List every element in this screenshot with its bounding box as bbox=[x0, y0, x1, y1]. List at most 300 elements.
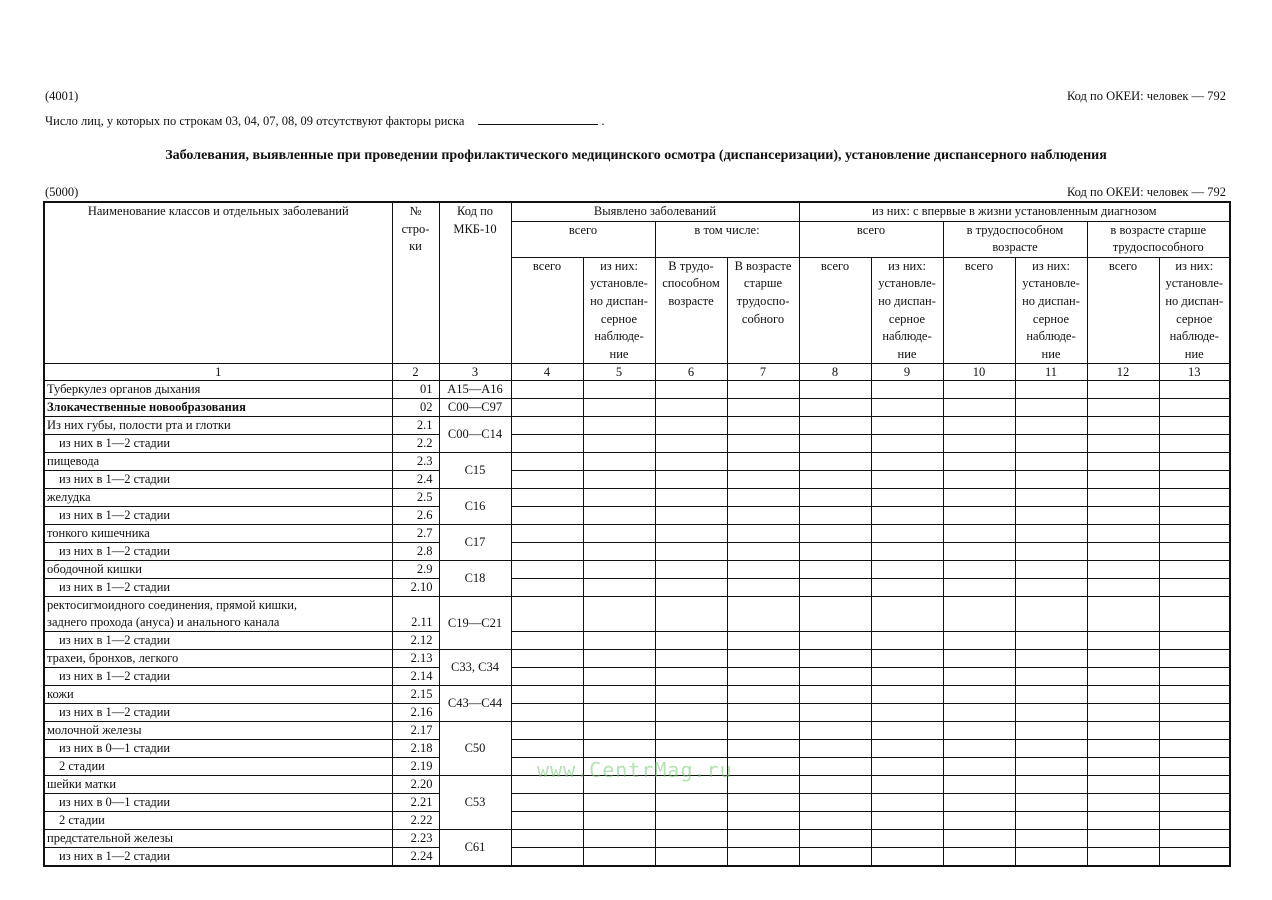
data-cell-col-6[interactable] bbox=[655, 543, 727, 561]
data-cell-col-13[interactable] bbox=[1159, 561, 1230, 579]
data-cell-col-5[interactable] bbox=[583, 650, 655, 668]
data-cell-col-7[interactable] bbox=[727, 632, 799, 650]
data-cell-col-11[interactable] bbox=[1015, 632, 1087, 650]
data-cell-col-5[interactable] bbox=[583, 507, 655, 525]
data-cell-col-13[interactable] bbox=[1159, 740, 1230, 758]
data-cell-col-5[interactable] bbox=[583, 704, 655, 722]
data-cell-col-11[interactable] bbox=[1015, 471, 1087, 489]
data-cell-col-5[interactable] bbox=[583, 561, 655, 579]
data-cell-col-13[interactable] bbox=[1159, 830, 1230, 848]
row-number: 2.16 bbox=[392, 704, 439, 722]
data-cell-col-5[interactable] bbox=[583, 417, 655, 435]
data-cell-col-5[interactable] bbox=[583, 830, 655, 848]
data-cell-col-12[interactable] bbox=[1087, 561, 1159, 579]
data-cell-col-10[interactable] bbox=[943, 668, 1015, 686]
data-cell-col-5[interactable] bbox=[583, 668, 655, 686]
data-cell-col-4[interactable] bbox=[511, 668, 583, 686]
data-cell-col-4[interactable] bbox=[511, 830, 583, 848]
data-cell-col-5[interactable] bbox=[583, 471, 655, 489]
risk-factors-blank[interactable] bbox=[478, 112, 598, 125]
data-cell-col-7[interactable] bbox=[727, 381, 799, 399]
data-cell-col-10[interactable] bbox=[943, 758, 1015, 776]
data-cell-col-7[interactable] bbox=[727, 830, 799, 848]
data-cell-col-10[interactable] bbox=[943, 543, 1015, 561]
data-cell-col-7[interactable] bbox=[727, 758, 799, 776]
data-cell-col-13[interactable] bbox=[1159, 597, 1230, 632]
data-cell-col-13[interactable] bbox=[1159, 399, 1230, 417]
data-cell-col-12[interactable] bbox=[1087, 722, 1159, 740]
data-cell-col-8[interactable] bbox=[799, 381, 871, 399]
data-cell-col-13[interactable] bbox=[1159, 543, 1230, 561]
data-cell-col-10[interactable] bbox=[943, 453, 1015, 471]
data-cell-col-13[interactable] bbox=[1159, 848, 1230, 867]
data-cell-col-11[interactable] bbox=[1015, 399, 1087, 417]
data-cell-col-8[interactable] bbox=[799, 597, 871, 632]
data-cell-col-8[interactable] bbox=[799, 830, 871, 848]
data-cell-col-5[interactable] bbox=[583, 525, 655, 543]
data-cell-col-6[interactable] bbox=[655, 650, 727, 668]
data-cell-col-10[interactable] bbox=[943, 686, 1015, 704]
data-cell-col-6[interactable] bbox=[655, 399, 727, 417]
data-cell-col-8[interactable] bbox=[799, 686, 871, 704]
data-cell-col-5[interactable] bbox=[583, 435, 655, 453]
data-cell-col-5[interactable] bbox=[583, 722, 655, 740]
data-cell-col-5[interactable] bbox=[583, 794, 655, 812]
data-cell-col-11[interactable] bbox=[1015, 597, 1087, 632]
data-cell-col-10[interactable] bbox=[943, 722, 1015, 740]
data-cell-col-4[interactable] bbox=[511, 848, 583, 867]
data-cell-col-7[interactable] bbox=[727, 561, 799, 579]
icd-code: C16 bbox=[439, 489, 511, 525]
data-cell-col-10[interactable] bbox=[943, 830, 1015, 848]
data-cell-col-10[interactable] bbox=[943, 417, 1015, 435]
data-cell-col-9[interactable] bbox=[871, 489, 943, 507]
data-cell-col-4[interactable] bbox=[511, 507, 583, 525]
data-cell-col-9[interactable] bbox=[871, 848, 943, 867]
data-cell-col-12[interactable] bbox=[1087, 758, 1159, 776]
data-cell-col-13[interactable] bbox=[1159, 381, 1230, 399]
data-cell-col-9[interactable] bbox=[871, 597, 943, 632]
data-cell-col-12[interactable] bbox=[1087, 489, 1159, 507]
data-cell-col-4[interactable] bbox=[511, 561, 583, 579]
data-cell-col-6[interactable] bbox=[655, 848, 727, 867]
data-cell-col-12[interactable] bbox=[1087, 812, 1159, 830]
disease-name bbox=[44, 507, 392, 525]
header-older-age: в возрасте старше трудоспособного bbox=[1087, 221, 1230, 257]
disease-name bbox=[44, 848, 392, 867]
data-cell-col-12[interactable] bbox=[1087, 399, 1159, 417]
data-cell-col-13[interactable] bbox=[1159, 632, 1230, 650]
data-cell-col-12[interactable] bbox=[1087, 507, 1159, 525]
data-cell-col-12[interactable] bbox=[1087, 848, 1159, 867]
data-cell-col-8[interactable] bbox=[799, 740, 871, 758]
data-cell-col-12[interactable] bbox=[1087, 435, 1159, 453]
data-cell-col-13[interactable] bbox=[1159, 435, 1230, 453]
data-cell-col-8[interactable] bbox=[799, 650, 871, 668]
data-cell-col-5[interactable] bbox=[583, 543, 655, 561]
data-cell-col-12[interactable] bbox=[1087, 381, 1159, 399]
data-cell-col-4[interactable] bbox=[511, 399, 583, 417]
data-cell-col-10[interactable] bbox=[943, 650, 1015, 668]
disease-name-text-line2: заднего прохода (ануса) и анального канала bbox=[47, 615, 280, 630]
data-cell-col-5[interactable] bbox=[583, 579, 655, 597]
data-cell-col-9[interactable] bbox=[871, 776, 943, 794]
data-cell-col-10[interactable] bbox=[943, 632, 1015, 650]
data-cell-col-13[interactable] bbox=[1159, 579, 1230, 597]
data-cell-col-7[interactable] bbox=[727, 489, 799, 507]
disease-name bbox=[44, 812, 392, 830]
data-cell-col-12[interactable] bbox=[1087, 794, 1159, 812]
data-cell-col-6[interactable] bbox=[655, 579, 727, 597]
data-cell-col-12[interactable] bbox=[1087, 417, 1159, 435]
data-cell-col-6[interactable] bbox=[655, 525, 727, 543]
data-cell-col-8[interactable] bbox=[799, 561, 871, 579]
data-cell-col-11[interactable] bbox=[1015, 650, 1087, 668]
table-row bbox=[44, 543, 1230, 561]
data-cell-col-10[interactable] bbox=[943, 579, 1015, 597]
data-cell-col-6[interactable] bbox=[655, 794, 727, 812]
data-cell-col-9[interactable] bbox=[871, 543, 943, 561]
data-cell-col-4[interactable] bbox=[511, 794, 583, 812]
data-cell-col-11[interactable] bbox=[1015, 704, 1087, 722]
disease-name bbox=[44, 650, 392, 668]
section-title: Заболевания, выявленные при проведении профилактического медицинского осмотра (диспансеризации), установление диспансерного наблюдения bbox=[165, 148, 1107, 163]
data-cell-col-13[interactable] bbox=[1159, 776, 1230, 794]
data-cell-col-7[interactable] bbox=[727, 686, 799, 704]
data-cell-col-12[interactable] bbox=[1087, 830, 1159, 848]
disease-name-text: из них в 0—1 стадии bbox=[59, 741, 171, 756]
data-cell-col-9[interactable] bbox=[871, 381, 943, 399]
data-cell-col-7[interactable] bbox=[727, 471, 799, 489]
data-cell-col-13[interactable] bbox=[1159, 686, 1230, 704]
data-cell-col-9[interactable] bbox=[871, 830, 943, 848]
disease-name bbox=[44, 417, 392, 435]
data-cell-col-7[interactable] bbox=[727, 776, 799, 794]
data-cell-col-12[interactable] bbox=[1087, 704, 1159, 722]
icd-code: C00—C14 bbox=[439, 417, 511, 453]
data-cell-col-9[interactable] bbox=[871, 686, 943, 704]
risk-factors-end: . bbox=[601, 114, 605, 128]
data-cell-col-5[interactable] bbox=[583, 686, 655, 704]
data-cell-col-9[interactable] bbox=[871, 650, 943, 668]
data-cell-col-12[interactable] bbox=[1087, 579, 1159, 597]
header-col-6: В трудо-способном возрасте bbox=[655, 257, 727, 364]
data-cell-col-7[interactable] bbox=[727, 525, 799, 543]
data-cell-col-10[interactable] bbox=[943, 561, 1015, 579]
disease-name bbox=[44, 525, 392, 543]
data-cell-col-9[interactable] bbox=[871, 453, 943, 471]
disease-name bbox=[44, 830, 392, 848]
row-number: 2.20 bbox=[392, 776, 439, 794]
data-cell-col-6[interactable] bbox=[655, 381, 727, 399]
data-cell-col-8[interactable] bbox=[799, 435, 871, 453]
data-cell-col-10[interactable] bbox=[943, 489, 1015, 507]
data-cell-col-6[interactable] bbox=[655, 812, 727, 830]
data-cell-col-7[interactable] bbox=[727, 597, 799, 632]
column-number: 6 bbox=[655, 364, 727, 381]
data-cell-col-6[interactable] bbox=[655, 417, 727, 435]
data-cell-col-6[interactable] bbox=[655, 471, 727, 489]
data-cell-col-4[interactable] bbox=[511, 650, 583, 668]
data-cell-col-11[interactable] bbox=[1015, 794, 1087, 812]
data-cell-col-8[interactable] bbox=[799, 812, 871, 830]
data-cell-col-12[interactable] bbox=[1087, 650, 1159, 668]
header-row-number: № стро-ки bbox=[392, 202, 439, 364]
data-cell-col-11[interactable] bbox=[1015, 435, 1087, 453]
data-cell-col-11[interactable] bbox=[1015, 776, 1087, 794]
data-cell-col-13[interactable] bbox=[1159, 812, 1230, 830]
data-cell-col-8[interactable] bbox=[799, 453, 871, 471]
data-cell-col-13[interactable] bbox=[1159, 794, 1230, 812]
data-cell-col-13[interactable] bbox=[1159, 507, 1230, 525]
data-cell-col-12[interactable] bbox=[1087, 668, 1159, 686]
data-cell-col-6[interactable] bbox=[655, 561, 727, 579]
table-row bbox=[44, 399, 1230, 417]
row-number: 2.23 bbox=[392, 830, 439, 848]
data-cell-col-7[interactable] bbox=[727, 722, 799, 740]
data-cell-col-4[interactable] bbox=[511, 704, 583, 722]
data-cell-col-5[interactable] bbox=[583, 597, 655, 632]
data-cell-col-9[interactable] bbox=[871, 471, 943, 489]
data-cell-col-13[interactable] bbox=[1159, 453, 1230, 471]
data-cell-col-7[interactable] bbox=[727, 507, 799, 525]
data-cell-col-12[interactable] bbox=[1087, 740, 1159, 758]
data-cell-col-10[interactable] bbox=[943, 776, 1015, 794]
disease-name-text: ободочной кишки bbox=[47, 562, 142, 577]
data-cell-col-9[interactable] bbox=[871, 668, 943, 686]
data-cell-col-11[interactable] bbox=[1015, 507, 1087, 525]
data-cell-col-12[interactable] bbox=[1087, 597, 1159, 632]
data-cell-col-12[interactable] bbox=[1087, 686, 1159, 704]
data-cell-col-6[interactable] bbox=[655, 453, 727, 471]
icd-code: C18 bbox=[439, 561, 511, 597]
data-cell-col-7[interactable] bbox=[727, 650, 799, 668]
table-row bbox=[44, 561, 1230, 579]
data-cell-col-11[interactable] bbox=[1015, 543, 1087, 561]
data-cell-col-8[interactable] bbox=[799, 794, 871, 812]
data-cell-col-9[interactable] bbox=[871, 399, 943, 417]
data-cell-col-8[interactable] bbox=[799, 507, 871, 525]
data-cell-col-4[interactable] bbox=[511, 686, 583, 704]
data-cell-col-13[interactable] bbox=[1159, 471, 1230, 489]
data-cell-col-10[interactable] bbox=[943, 597, 1015, 632]
data-cell-col-13[interactable] bbox=[1159, 417, 1230, 435]
disease-name bbox=[44, 686, 392, 704]
data-cell-col-4[interactable] bbox=[511, 597, 583, 632]
data-cell-col-9[interactable] bbox=[871, 579, 943, 597]
data-cell-col-12[interactable] bbox=[1087, 453, 1159, 471]
data-cell-col-11[interactable] bbox=[1015, 381, 1087, 399]
data-cell-col-12[interactable] bbox=[1087, 525, 1159, 543]
data-cell-col-9[interactable] bbox=[871, 632, 943, 650]
data-cell-col-13[interactable] bbox=[1159, 722, 1230, 740]
data-cell-col-4[interactable] bbox=[511, 435, 583, 453]
disease-name bbox=[44, 381, 392, 399]
data-cell-col-11[interactable] bbox=[1015, 417, 1087, 435]
data-cell-col-7[interactable] bbox=[727, 812, 799, 830]
data-cell-col-7[interactable] bbox=[727, 417, 799, 435]
header-total-b: всего bbox=[799, 221, 943, 257]
header-including: в том числе: bbox=[655, 221, 799, 257]
disease-name bbox=[44, 722, 392, 740]
data-cell-col-10[interactable] bbox=[943, 740, 1015, 758]
data-cell-col-7[interactable] bbox=[727, 399, 799, 417]
data-cell-col-10[interactable] bbox=[943, 848, 1015, 867]
data-cell-col-7[interactable] bbox=[727, 435, 799, 453]
data-cell-col-11[interactable] bbox=[1015, 561, 1087, 579]
data-cell-col-9[interactable] bbox=[871, 794, 943, 812]
data-cell-col-9[interactable] bbox=[871, 525, 943, 543]
data-cell-col-5[interactable] bbox=[583, 381, 655, 399]
data-cell-col-11[interactable] bbox=[1015, 453, 1087, 471]
data-cell-col-10[interactable] bbox=[943, 435, 1015, 453]
data-cell-col-8[interactable] bbox=[799, 579, 871, 597]
table-row bbox=[44, 668, 1230, 686]
data-cell-col-4[interactable] bbox=[511, 579, 583, 597]
data-cell-col-10[interactable] bbox=[943, 525, 1015, 543]
data-cell-col-8[interactable] bbox=[799, 471, 871, 489]
data-cell-col-8[interactable] bbox=[799, 632, 871, 650]
data-cell-col-11[interactable] bbox=[1015, 579, 1087, 597]
data-cell-col-9[interactable] bbox=[871, 704, 943, 722]
data-cell-col-4[interactable] bbox=[511, 812, 583, 830]
data-cell-col-8[interactable] bbox=[799, 543, 871, 561]
data-cell-col-7[interactable] bbox=[727, 543, 799, 561]
data-cell-col-8[interactable] bbox=[799, 489, 871, 507]
data-cell-col-4[interactable] bbox=[511, 381, 583, 399]
data-cell-col-6[interactable] bbox=[655, 597, 727, 632]
data-cell-col-7[interactable] bbox=[727, 453, 799, 471]
row-number: 2.21 bbox=[392, 794, 439, 812]
data-cell-col-4[interactable] bbox=[511, 722, 583, 740]
data-cell-col-9[interactable] bbox=[871, 561, 943, 579]
data-cell-col-6[interactable] bbox=[655, 830, 727, 848]
header-working-age: в трудоспособном возрасте bbox=[943, 221, 1087, 257]
data-cell-col-10[interactable] bbox=[943, 507, 1015, 525]
data-cell-col-10[interactable] bbox=[943, 381, 1015, 399]
data-cell-col-11[interactable] bbox=[1015, 489, 1087, 507]
data-cell-col-5[interactable] bbox=[583, 812, 655, 830]
data-cell-col-13[interactable] bbox=[1159, 704, 1230, 722]
data-cell-col-9[interactable] bbox=[871, 812, 943, 830]
data-cell-col-12[interactable] bbox=[1087, 471, 1159, 489]
data-cell-col-8[interactable] bbox=[799, 776, 871, 794]
data-cell-col-4[interactable] bbox=[511, 543, 583, 561]
data-cell-col-6[interactable] bbox=[655, 489, 727, 507]
data-cell-col-10[interactable] bbox=[943, 704, 1015, 722]
data-cell-col-6[interactable] bbox=[655, 686, 727, 704]
data-cell-col-7[interactable] bbox=[727, 740, 799, 758]
data-cell-col-13[interactable] bbox=[1159, 525, 1230, 543]
disease-name-text: ректосигмоидного соединения, прямой кишки, bbox=[47, 598, 298, 613]
data-cell-col-10[interactable] bbox=[943, 471, 1015, 489]
data-cell-col-8[interactable] bbox=[799, 848, 871, 867]
data-cell-col-4[interactable] bbox=[511, 471, 583, 489]
data-cell-col-4[interactable] bbox=[511, 489, 583, 507]
data-cell-col-11[interactable] bbox=[1015, 740, 1087, 758]
data-cell-col-6[interactable] bbox=[655, 507, 727, 525]
data-cell-col-12[interactable] bbox=[1087, 776, 1159, 794]
data-cell-col-9[interactable] bbox=[871, 417, 943, 435]
data-cell-col-6[interactable] bbox=[655, 740, 727, 758]
disease-name-text: предстательной железы bbox=[47, 831, 174, 846]
data-cell-col-8[interactable] bbox=[799, 525, 871, 543]
data-cell-col-10[interactable] bbox=[943, 812, 1015, 830]
data-cell-col-6[interactable] bbox=[655, 668, 727, 686]
row-number: 02 bbox=[392, 399, 439, 417]
data-cell-col-11[interactable] bbox=[1015, 758, 1087, 776]
data-cell-col-6[interactable] bbox=[655, 704, 727, 722]
data-cell-col-10[interactable] bbox=[943, 399, 1015, 417]
disease-name bbox=[44, 776, 392, 794]
data-cell-col-7[interactable] bbox=[727, 668, 799, 686]
data-cell-col-7[interactable] bbox=[727, 794, 799, 812]
data-cell-col-9[interactable] bbox=[871, 740, 943, 758]
data-cell-col-8[interactable] bbox=[799, 668, 871, 686]
disease-name-text: Из них губы, полости рта и глотки bbox=[47, 418, 231, 433]
data-cell-col-12[interactable] bbox=[1087, 632, 1159, 650]
data-cell-col-11[interactable] bbox=[1015, 830, 1087, 848]
data-cell-col-11[interactable] bbox=[1015, 848, 1087, 867]
data-cell-col-9[interactable] bbox=[871, 722, 943, 740]
row-number: 2.24 bbox=[392, 848, 439, 867]
column-number: 1 bbox=[44, 364, 392, 381]
data-cell-col-9[interactable] bbox=[871, 758, 943, 776]
data-cell-col-4[interactable] bbox=[511, 417, 583, 435]
data-cell-col-10[interactable] bbox=[943, 794, 1015, 812]
data-cell-col-8[interactable] bbox=[799, 722, 871, 740]
data-cell-col-13[interactable] bbox=[1159, 650, 1230, 668]
data-cell-col-4[interactable] bbox=[511, 525, 583, 543]
data-cell-col-4[interactable] bbox=[511, 740, 583, 758]
data-cell-col-6[interactable] bbox=[655, 722, 727, 740]
data-cell-col-6[interactable] bbox=[655, 632, 727, 650]
data-cell-col-5[interactable] bbox=[583, 632, 655, 650]
disease-name-text: 2 стадии bbox=[59, 759, 105, 774]
data-cell-col-11[interactable] bbox=[1015, 525, 1087, 543]
data-cell-col-5[interactable] bbox=[583, 489, 655, 507]
row-number: 2.6 bbox=[392, 507, 439, 525]
data-cell-col-5[interactable] bbox=[583, 399, 655, 417]
data-cell-col-13[interactable] bbox=[1159, 489, 1230, 507]
data-cell-col-12[interactable] bbox=[1087, 543, 1159, 561]
data-cell-col-7[interactable] bbox=[727, 848, 799, 867]
data-cell-col-8[interactable] bbox=[799, 399, 871, 417]
data-cell-col-11[interactable] bbox=[1015, 686, 1087, 704]
data-cell-col-8[interactable] bbox=[799, 417, 871, 435]
data-cell-col-7[interactable] bbox=[727, 704, 799, 722]
header-col-5: из них: установле-но диспан-серное наблюде-ние bbox=[583, 257, 655, 364]
data-cell-col-11[interactable] bbox=[1015, 668, 1087, 686]
table-row bbox=[44, 525, 1230, 543]
data-cell-col-6[interactable] bbox=[655, 435, 727, 453]
data-cell-col-9[interactable] bbox=[871, 435, 943, 453]
data-cell-col-9[interactable] bbox=[871, 507, 943, 525]
data-cell-col-7[interactable] bbox=[727, 579, 799, 597]
data-cell-col-13[interactable] bbox=[1159, 758, 1230, 776]
data-cell-col-8[interactable] bbox=[799, 704, 871, 722]
data-cell-col-5[interactable] bbox=[583, 848, 655, 867]
data-cell-col-11[interactable] bbox=[1015, 722, 1087, 740]
data-cell-col-5[interactable] bbox=[583, 453, 655, 471]
data-cell-col-4[interactable] bbox=[511, 453, 583, 471]
data-cell-col-5[interactable] bbox=[583, 740, 655, 758]
data-cell-col-4[interactable] bbox=[511, 632, 583, 650]
column-number: 5 bbox=[583, 364, 655, 381]
data-cell-col-13[interactable] bbox=[1159, 668, 1230, 686]
data-cell-col-8[interactable] bbox=[799, 758, 871, 776]
data-cell-col-11[interactable] bbox=[1015, 812, 1087, 830]
